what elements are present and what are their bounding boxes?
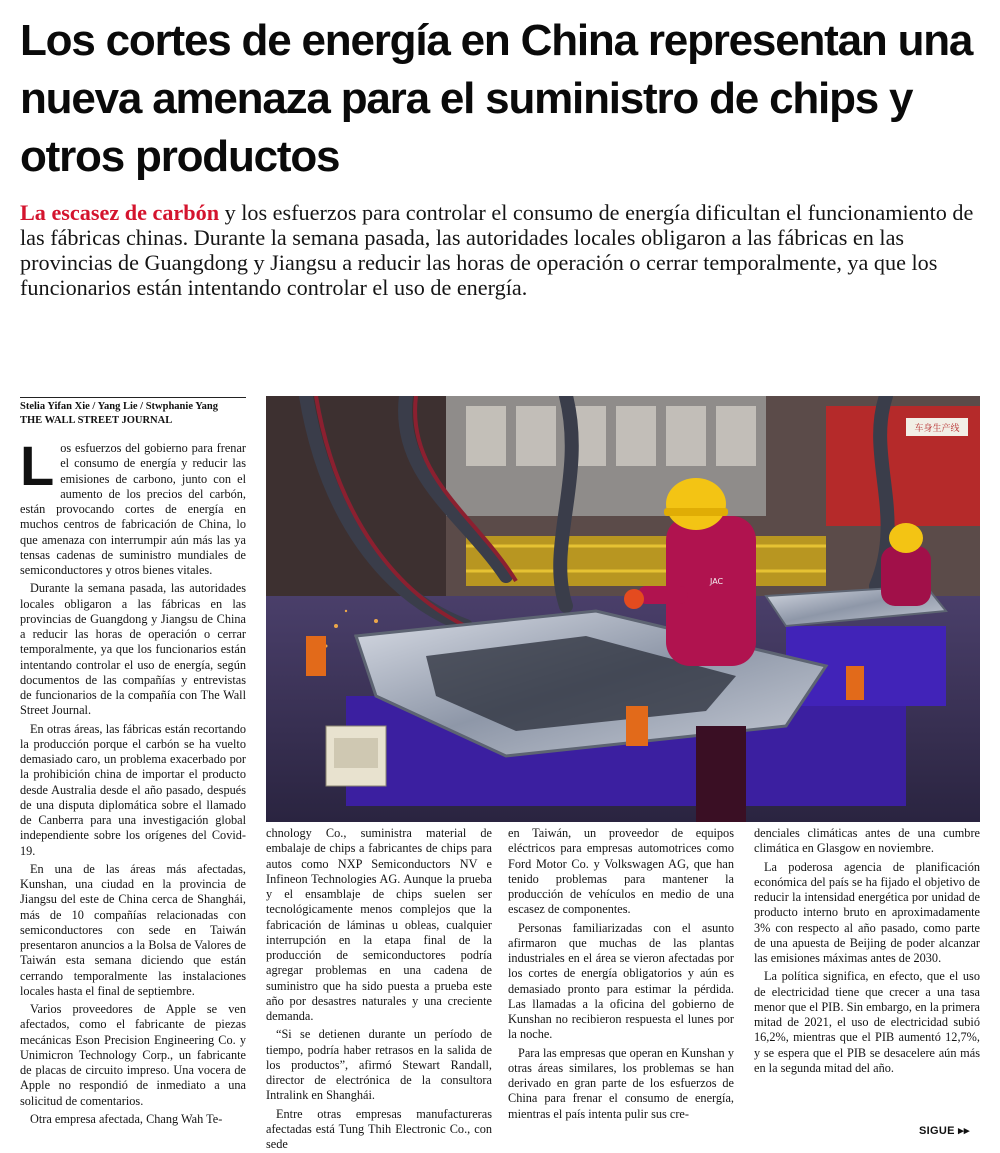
photo-sign-text: 车身生产线 (914, 424, 960, 434)
column-4 (754, 826, 980, 1079)
factory-photo (266, 396, 980, 822)
lede-paragraph (20, 200, 982, 300)
paragraph: La poderosa agencia de planificación económica del país se ha fijado el objetivo de reducir la intensidad energética por unidad de producto interno bruto en aproximadamente 3% con respecto al año pasado, como parte de una apuesta de Beijing de poder alcanzar las emisiones máximas antes de 2030. (754, 859, 980, 965)
lede-highlight: La escasez de carbón (20, 200, 220, 225)
paragraph: Durante la semana pasada, las autoridades locales obligaron a las fábricas en las provincias de Guangdong y Jiangsu de China a reducir las horas de operación o cerrar temporalmente, ya que los funcionarios están intentando controlar el uso de energía, según documentos de las compañías y entrevistas de funcionarios de la compañía con The Wall Street Journal. (20, 581, 246, 718)
drop-cap: L (20, 434, 55, 497)
paragraph: En otras áreas, las fábricas están recortando la producción porque el carbón se ha vuelto demasiado caro, un problema exacerbado por la prohibición china de importar el producto desde Australia desde el año pasado, después de una disputa diplomática sobre el llamado de Canberra para una investigación global independiente sobre los orígenes del Covid-19. (20, 721, 246, 858)
column-1 (20, 434, 246, 1130)
paragraph (20, 434, 246, 578)
worker-badge: JAC (710, 577, 724, 586)
column-3 (508, 826, 734, 1125)
column-2 (266, 826, 492, 1153)
headline: Los cortes de energía en China representan una nueva amenaza para el suministro de chips y otros productos (20, 16, 973, 181)
continue-label: SIGUE ▸▸ (919, 1125, 970, 1137)
paragraph-text: os esfuerzos del gobierno para frenar el consumo de energía y reducir las emisiones de carbono, junto con el aumento de los precios del carbón, están provocando cortes de energía en muchos centros de fabricación de China, lo que amenaza con interrumpir aún más las ya tensas cadenas de suministro mundiales de semiconductores y otros bienes vitales. (20, 441, 246, 577)
paragraph: “Si se detienen durante un período de tiempo, podría haber retrasos en la salida de los productos”, afirmó Stewart Randall, director de electrónica de la consultora Intralink en Shanghái. (266, 1027, 492, 1103)
factory-illustration (266, 396, 980, 822)
paragraph: En una de las áreas más afectadas, Kunshan, una ciudad en la provincia de Jiangsu del este de China cerca de Shanghái, más de 10 compañías relacionadas con semiconductores con sede en Taiwán presentaron anuncios a la Bolsa de Valores de Taiwán esta semana diciendo que están cerrando temporalmente las instalaciones locales hasta el final de septiembre. (20, 861, 246, 998)
byline (20, 397, 246, 428)
paragraph: Para las empresas que operan en Kunshan y otras áreas similares, los problemas se han derivado en gran parte de los esfuerzos de China para frenar el consumo de energía, mientras el país intenta pulir sus cre- (508, 1045, 734, 1121)
paragraph: Entre otras empresas manufactureras afectadas está Tung Thih Electronic Co., con sede (266, 1106, 492, 1151)
byline-rule (20, 397, 246, 398)
paragraph: Personas familiarizadas con el asunto afirmaron que muchas de las plantas industriales en el área se vieron afectadas por los cortes de energía obligatorios y aún es demasiado pronto para estimar la pérdida. Las llamadas a la oficina del gobierno de Kunshan no recibieron respuesta el lunes por la noche. (508, 920, 734, 1042)
paragraph: en Taiwán, un proveedor de equipos eléctricos para empresas automotrices como Ford Motor Co. y Volkswagen AG, que han tenido problemas para mantener la producción de vehículos en medio de una escasez de componentes. (508, 826, 734, 917)
paragraph: Otra empresa afectada, Chang Wah Te- (30, 1111, 223, 1126)
paragraph: denciales climáticas antes de una cumbre climática en Glasgow en noviembre. (754, 826, 980, 856)
paragraph: chnology Co., suministra material de embalaje de chips a fabricantes de chips para autos como NXP Semiconductors NV e Infineon Technologies AG. Aunque la prueba y el ensamblaje de chips suelen ser tecnológicamente menos complejos que la fabricación de láminas u obleas, cualquier interrupción en la etapa final de la producción de semiconductores podría agregar problemas en una cadena de suministro que ha sido puesta a prueba este año por desastres naturales y una creciente demanda. (266, 826, 492, 1023)
lede-text: y los esfuerzos para controlar el consumo de energía dificultan el funcionamiento de las fábricas chinas. Durante la semana pasada, las autoridades locales obligaron a las fábricas en las provincias de Guangdong y Jiangsu a reducir las horas de operación o cerrar temporalmente, ya que los funcionarios están intentando controlar el uso de energía. (20, 200, 974, 300)
paragraph: La política significa, en efecto, que el uso de electricidad tiene que crecer a una tasa menor que el PIB. Sin embargo, en la primera mitad de 2021, el uso de electricidad subió 16,2%, mientras que el PIB aumentó 12,7%, y se espera que el PIB se desacelere aún más en la segunda mitad del año. (754, 969, 980, 1075)
byline-outlet: THE WALL STREET JOURNAL (20, 415, 173, 426)
byline-authors: Stelia Yifan Xie / Yang Lie / Stwphanie Yang (20, 401, 218, 412)
paragraph: Varios proveedores de Apple se ven afectados, como el fabricante de piezas mecánicas Eson Precision Engineering Co. y Unimicron Technology Corp., un fabricante de placas de circuito impreso. Una vocera de Apple no respondió de inmediato a una solicitud de comentarios. (20, 1002, 246, 1108)
